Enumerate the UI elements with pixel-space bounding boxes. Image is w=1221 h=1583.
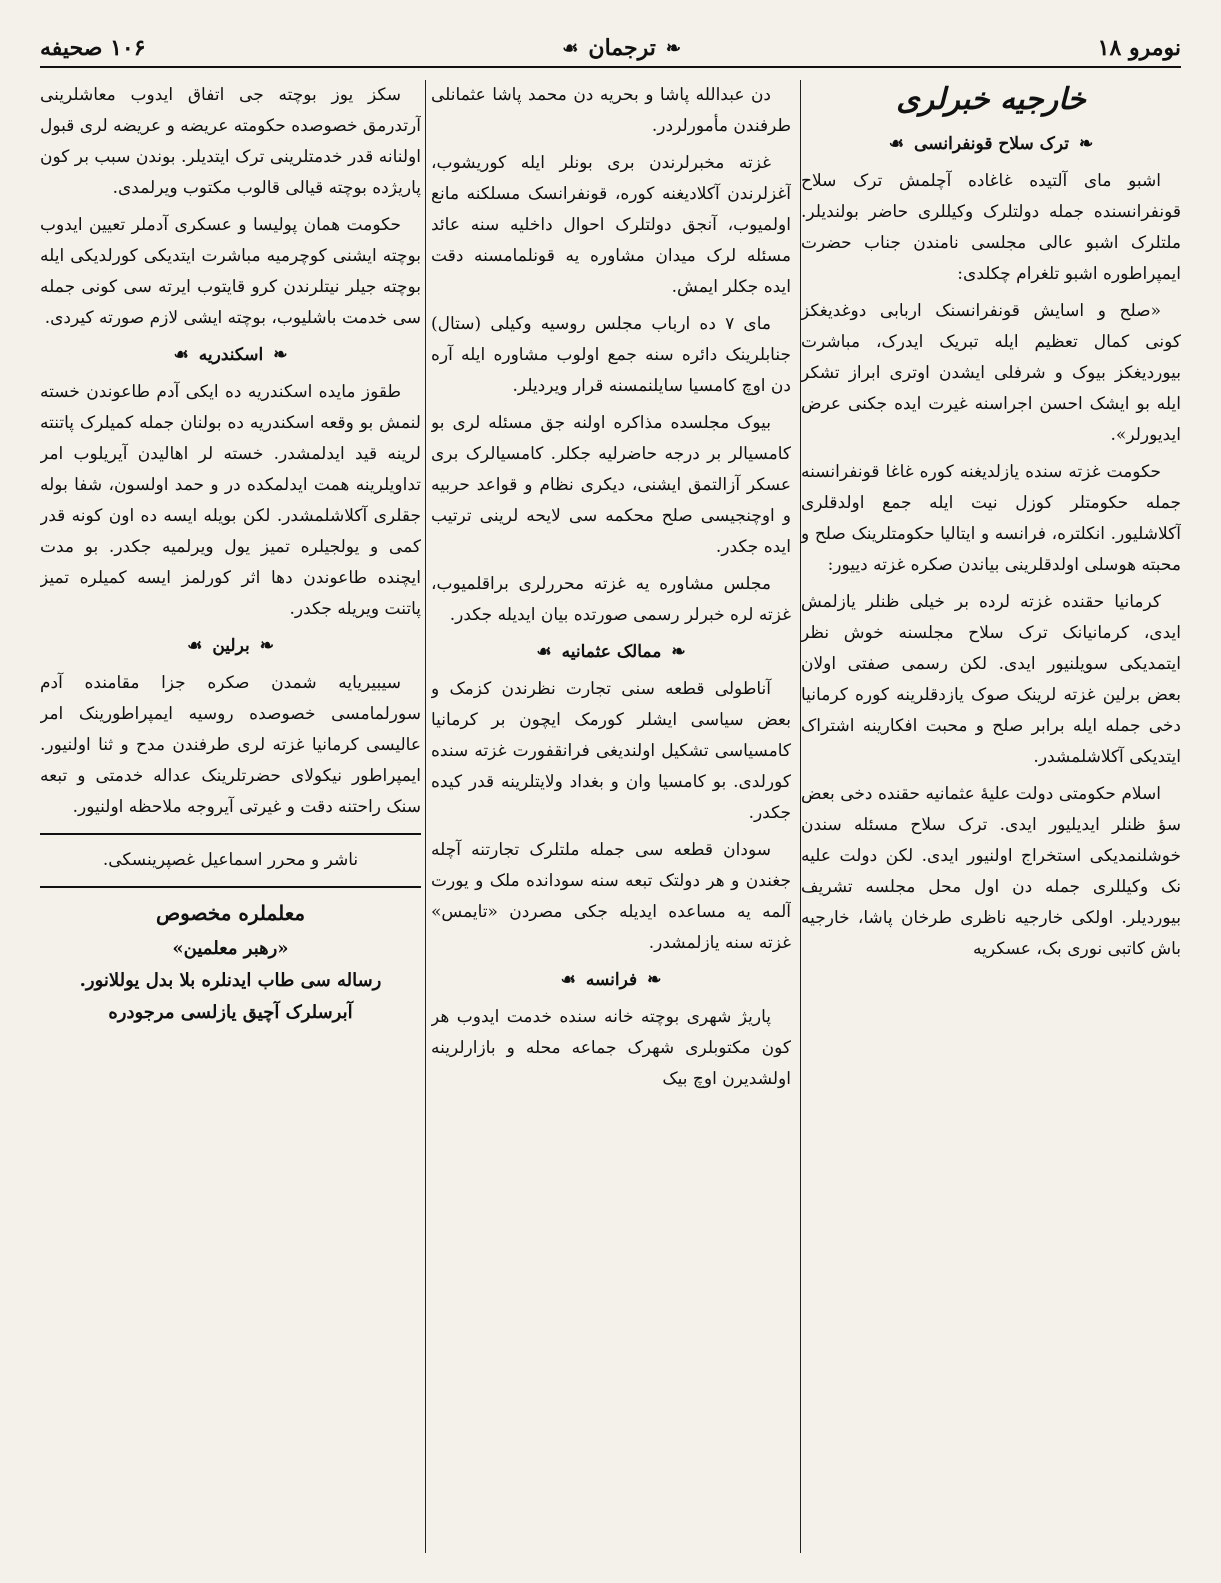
ornament-icon: ☙ [536, 642, 552, 662]
article-heading: ❧ ترک سلاح قونفرانسی ☙ [801, 129, 1181, 160]
paragraph: حکومت غزته سنده یازلدیغنه کوره غاغا قونفرانسنه جمله حکومتلر کوزل نیت ایله جمع اولدقلری آکلاشلیور. انکلتره، فرانسه و ایتالیا حکومتلرینک صلح و محبته هوسلی اولدقلرینی بیاندن صکره غزته دییور: [801, 462, 1181, 575]
paragraph: طقوز مایده اسکندریه ده ایکی آدم طاعوندن خسته لنمش بو وقعه اسکندریه ده بولنان جمله کمیلرک پاتنته لرینه قید ایدلمشدر. خسته لر اهالیدن آیریلوب امر تداویلرینه همت ایدلمکده در و حمد اولسون، شفا بوله جقلری آکلاشلمشدر. لکن بویله ایسه ده اون کونه قدر کمی و یولجیلره تمیز یول ویرلمیه جکدر. بو مدت ایچنده طاعوندن دها اثر کورلمز ایسه کمیلره تمیز پاتنت ویریله جکدر. [40, 382, 421, 619]
paragraph: غزته مخبرلرندن بری بونلر ایله کوریشوب، آغزلرندن آکلادیغنه کوره، قونفرانسک مسلکنه مانع اولمیوب، آنجق دولتلرک احوال داخلیه سنه عائد مسئله لرک میدان مشاوره یه قونلمامسنه دقت ایده جکلر ایمش. [431, 153, 791, 297]
divider [40, 886, 421, 888]
paragraph: مجلس مشاوره یه غزته محررلری براقلمیوب، غزته لره خبرلر رسمی صورتده بیان ایدیله جکدر. [431, 574, 791, 625]
article-heading: ❧ ممالک عثمانیه ☙ [431, 637, 791, 668]
ornament-icon: ❧ [259, 636, 274, 656]
divider [40, 833, 421, 835]
advert-line: آبرسلرک آچیق یازلسی مرجودره [108, 1002, 353, 1023]
column-middle [431, 80, 791, 1553]
imprint-line: ناشر و محرر اسماعیل غصپرینسکی. [102, 850, 359, 870]
ornament-icon: ❧ [273, 345, 288, 365]
paragraph: اسلام حکومتی دولت علیهٔ عثمانیه حقنده دخی بعض سؤ ظنلر ایدیلیور ایدی. ترک سلاح مسئله سندن خوشلنمدیکی استخراج اولنیور ایدی. لکن دولت علیه نک وکیللری جمله دن اول محل مجلسه تشریف بیوردیلر. اولکی خارجیه ناظری طرخان پاشا، خارجیه باش کاتبی نوری بک، عسکریه [801, 784, 1181, 959]
ornament-icon: ☙ [560, 970, 576, 990]
masthead [40, 30, 1181, 66]
paragraph: پاریژ شهری بوچته خانه سنده خدمت ایدوب هر کون مکتوبلری شهرک جماعه محله و بازارلرینه اولشدیرن اوچ بیک [431, 1007, 791, 1089]
paragraph: حکومت همان پولیسا و عسکری آدملر تعیین ایدوب بوچته ایشنی کوچرمیه مباشرت ایتدیکی کورلدیکی ایله بوچته جیلر نیتلرندن کرو قایتوب ایرته سی کونی جمله سی خدمت باشلیوب، بوچته ایشی لازم صورته کیردی. [40, 215, 421, 328]
paragraph: سودان قطعه سی جمله ملتلرک تجارتنه آچله جغندن و هر دولتک تبعه سنه سودانده ملک و یورت آلمه یه مساعده ایدیله جکی مصردن «تایمس» غزته سنه یازلمشدر. [431, 840, 791, 953]
paper-name: ترجمان [588, 35, 656, 61]
issue-label: نومرو ۱۸ [1097, 35, 1181, 61]
paragraph: «صلح و اسایش قونفرانسنک اربابی دوغدیغکز کونی کمال تعظیم ایله تبریک ایدرک، مباشرت بیوردیغکز بیوک و شرفلی ایشدن اوتری ابراز تشکر ایله بو ایشک احسن اجراسنه غیرت ایده جکنی عرض ایدیورلر». [801, 301, 1181, 445]
article-heading: ❧ فرانسه ☙ [431, 965, 791, 996]
ornament-icon: ☙ [562, 37, 579, 59]
column-divider [425, 80, 426, 1553]
paragraph: کرمانیا حقنده غزته لرده بر خیلی ظنلر یازلمش ایدی، کرمانیانک ترک سلاح مجلسنه خوش نظر ایتمدیکی سویلنیور ایدی. لکن رسمی صفتی اولان بعض برلین غزته لرینک صوک یازدقلرینه کوره کرمانیا دخی جمله ایله برابر صلح و محبت افکارینه اشتراک ایتدیکی آکلاشلمشدر. [801, 592, 1181, 767]
ornament-icon: ☙ [173, 345, 189, 365]
section-heading: خارجیه خبرلری [896, 82, 1086, 117]
advert-line: رساله سی طاب ایدنلره بلا بدل یوللانور. [79, 970, 382, 991]
ornament-icon: ❧ [1078, 134, 1094, 154]
masthead-rule [40, 66, 1181, 68]
paragraph: سیبیریایه شمدن صکره جزا مقامنده آدم سورلمامسی خصوصده روسیه ایمپراطورینک امر عالیسی کرمانیا غزته لری طرفندن مدح و ثنا اولنیور. ایمپراطور نیکولای حضرتلرینک عداله خدمتی و تبعه سنک راحتنه دقت و غیرتی آیروجه ملاحظه اولنیور. [40, 673, 421, 817]
ornament-icon: ☙ [888, 134, 905, 154]
paragraph: مای ۷ ده ارباب مجلس روسیه وکیلی (ستال) جنابلرینک دائره سنه جمع اولوب مشاوره ایله آره دن اوچ کامسیا سایلنمسنه قرار ویردیلر. [431, 314, 791, 396]
paragraph: سکز یوز بوچته جی اتفاق ایدوب معاشلرینی آرتدرمق خصوصده حکومته عریضه و عریضه لری قبول اولنانه قدر خدمتلرینی ترک ایتدیلر. بوندن سبب بر کون پاریژده بوچته قیالی قالوب مکتوب ویرلمدی. [40, 85, 421, 198]
article-heading: ❧ برلین ☙ [40, 631, 421, 662]
paragraph: بیوک مجلسده مذاکره اولنه جق مسئله لری بو کامسیالر بر درجه حاضرلیه جکلر. کامسیالرک بری عسکر آزالتمق ایشنی، دیکری نظام و قواعد حربیه و اوچنجیسی صلح محکمه سی لایحه لرینی ترتیب ایده جکدر. [431, 413, 791, 557]
column-right [801, 80, 1181, 1553]
ornament-icon: ❧ [647, 970, 662, 990]
advert-quote: «رهبر معلمین» [172, 938, 289, 959]
ornament-icon: ❧ [671, 642, 686, 662]
paragraph: آناطولی قطعه سنی تجارت نظرندن کزمک و بعض سیاسی ایشلر کورمک ایچون بر کرمانیا کامسیاسی تشکیل اولندیغی فرانقفورت غزته سنده کورلدی. بو کامسیا وان و بغداد ولایتلرینه قدر کیده جکدر. [431, 679, 791, 823]
paragraph: اشبو مای آلتیده غاغاده آچلمش ترک سلاح قونفرانسنده جمله دولتلرک وکیللری حاضر بولندیلر. ملتلرک اشبو عالی مجلسی نامندن جناب حضرت ایمپراطوره اشبو تلغرام چکلدی: [801, 171, 1181, 284]
paper-name-block [562, 35, 681, 61]
advert-title: معلملره مخصوص [155, 901, 306, 925]
page-label: ۱۰۶ صحیفه [40, 35, 146, 61]
article-heading: ❧ اسکندریه ☙ [40, 340, 421, 371]
ornament-icon: ❧ [665, 37, 681, 59]
paragraph: دن عبدالله پاشا و بحریه دن محمد پاشا عثمانلی طرفندن مأمورلردر. [431, 85, 791, 136]
ornament-icon: ☙ [187, 636, 203, 656]
column-left [40, 80, 421, 1553]
